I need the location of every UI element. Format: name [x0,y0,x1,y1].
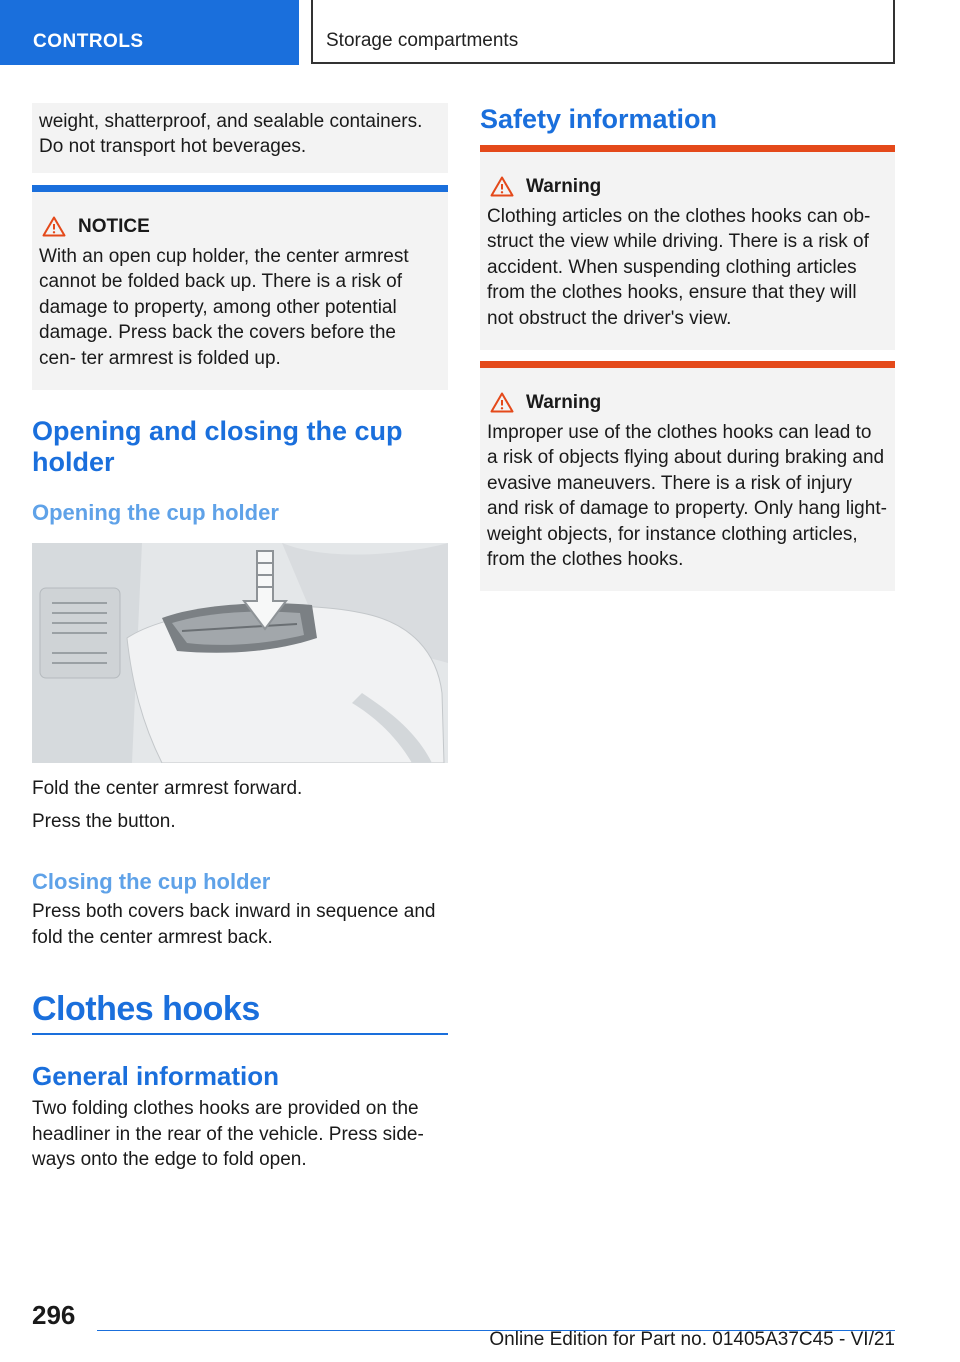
notice-label: NOTICE [78,216,150,237]
closing-text: Press both covers back inward in sequence and fold the center armrest back. [32,901,436,948]
warning-1-text: Clothing articles on the clothes hooks can ob‐ struct the view while driving. There is a risk of accident. When suspending clothing articles from the clothes hooks, ensure that they will not obstruct the driver's view. [487,205,871,329]
clothes-hooks-heading: Clothes hooks [32,990,260,1028]
armrest-illustration-image [32,543,448,763]
opening-step-1: Fold the center armrest forward. [32,778,303,799]
opening-heading-block [32,500,448,526]
chapter-title: Storage compartments [326,30,519,51]
opening-steps [32,776,448,834]
warning-2-text: Improper use of the clothes hooks can lead to a risk of objects flying about during braking and evasive maneuvers. There is a risk of injury and risk of damage to property. Only hang light‐ weight objects, for instance clothing articles, from the clothes hooks. [487,421,887,570]
warning-triangle-icon [42,216,66,237]
opening-step-2: Press the button. [32,810,176,832]
notice-header [39,214,438,240]
notice-container [32,185,448,390]
edition-text: Online Edition for Part no. 01405A37C45 - VI/21 [489,1329,895,1350]
page-number: 296 [32,1300,76,1330]
notice-text: With an open cup holder, the center armrest cannot be folded back up. There is a risk of damage to property, among other potential damage. Press back the covers before the cen‐ ter armrest is folded up. [39,245,409,369]
section-divider [32,1033,448,1035]
general-text: Two folding clothes hooks are provided on the headliner in the rear of the vehicle. Press side‐ ways onto the edge to fold open. [32,1098,424,1170]
warning-1-header [487,174,887,200]
clothes-hooks-heading-block [32,990,448,1029]
intro-text: weight, shatterproof, and sealable containers. Do not transport hot beverages. [39,111,423,157]
cup-holder-heading: Opening and closing the cup holder [32,416,403,477]
safety-heading: Safety information [480,104,718,134]
warning-1-container [480,145,895,350]
intro-box [32,103,448,173]
chapter-title-box [311,0,895,64]
safety-heading-block [480,104,896,135]
opening-heading: Opening the cup holder [32,500,279,525]
left-column [32,103,448,173]
warning-2-container [480,361,895,591]
warning-2-label: Warning [526,392,602,413]
warning-triangle-icon [490,392,514,413]
warning-1-label: Warning [526,176,602,197]
notice-box [32,185,448,390]
armrest-illustration [32,543,448,763]
general-info-block [32,1061,448,1173]
warning-triangle-icon [490,176,514,197]
section-label: CONTROLS [33,31,144,52]
warning-2-header [487,390,887,416]
warning-box-2 [480,361,895,591]
closing-block [32,869,448,950]
warning-box-1 [480,145,895,350]
section-tab [0,0,299,65]
general-heading: General information [32,1061,280,1091]
closing-heading: Closing the cup holder [32,869,271,894]
cup-holder-heading-block [32,416,448,478]
